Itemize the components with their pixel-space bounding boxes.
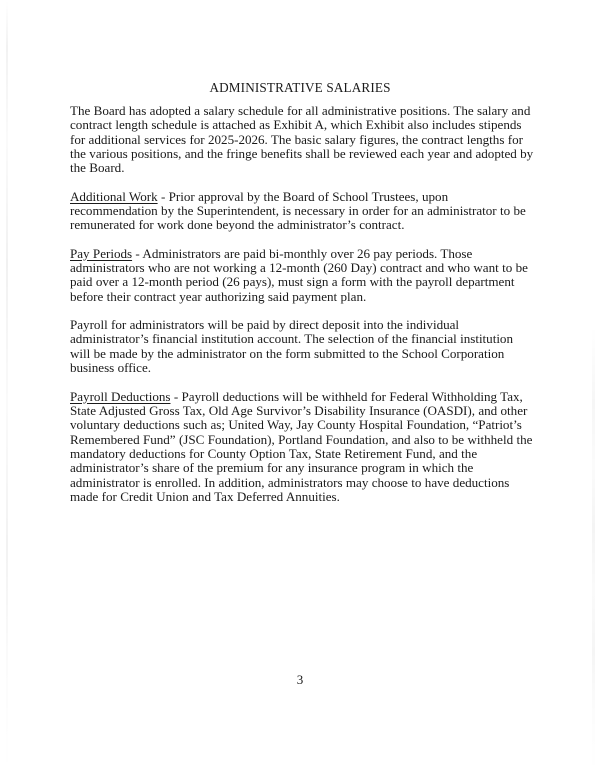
page-number: 3 [296, 672, 304, 687]
paragraph-direct-deposit [70, 318, 534, 375]
scan-artifact-left-edge [6, 0, 8, 776]
section-lead-additional-work: Additional Work [70, 188, 158, 204]
paragraph-payroll-deductions [70, 390, 534, 505]
paragraph-salary-schedule [70, 104, 534, 176]
paragraph-text: - Administrators are paid bi-monthly over 26 pay periods. Those administrators who are not working a 12-month (260 Day) contract and who want to be paid over a 12-month period (26 pays), must sign a form with the payroll department before their contract year authorizing said payment plan. [70, 245, 528, 304]
paragraph-text: Payroll for administrators will be paid by direct deposit into the individual administrator’s financial institution account. The selection of the financial institution will be made by the administrator on the form submitted to the School Corporation business office. [70, 317, 513, 376]
paragraph-text: The Board has adopted a salary schedule for all administrative positions. The salary and contract length schedule is attached as Exhibit A, which Exhibit also includes stipends for additional services for 2025-2026. The basic salary figures, the contract lengths for the various positions, and the fringe benefits shall be reviewed each year and adopted by the Board. [70, 103, 534, 176]
section-lead-pay-periods: Pay Periods [70, 245, 133, 261]
paragraph-text: - Payroll deductions will be withheld for Federal Withholding Tax, State Adjusted Gross Tax, Old Age Survivor’s Disability Insurance (OASDI), and other voluntary deductions such as; United Way, Jay County Hospital Foundation, “Patriot’s Remembered Fund” (JSC Foundation), Portland Foundation, and also to be withheld the mandatory deductions for County Option Tax, State Retirement Fund, and the administrator’s share of the premium for any insurance program in which the administrator is enrolled. In addition, administrators may choose to have deductions made for Credit Union and Tax Deferred Annuities. [70, 388, 533, 504]
scan-artifact-right-edge [592, 0, 595, 776]
paragraph-additional-work [70, 190, 534, 233]
section-lead-payroll-deductions: Payroll Deductions [70, 388, 171, 404]
page-title: ADMINISTRATIVE SALARIES [209, 80, 391, 95]
paragraph-text: - Prior approval by the Board of School Trustees, upon recommendation by the Superintendent, is necessary in order for an administrator to be remunerated for work done beyond the administrator’s contract. [70, 188, 526, 233]
document-body [70, 104, 534, 504]
paragraph-pay-periods [70, 247, 534, 304]
